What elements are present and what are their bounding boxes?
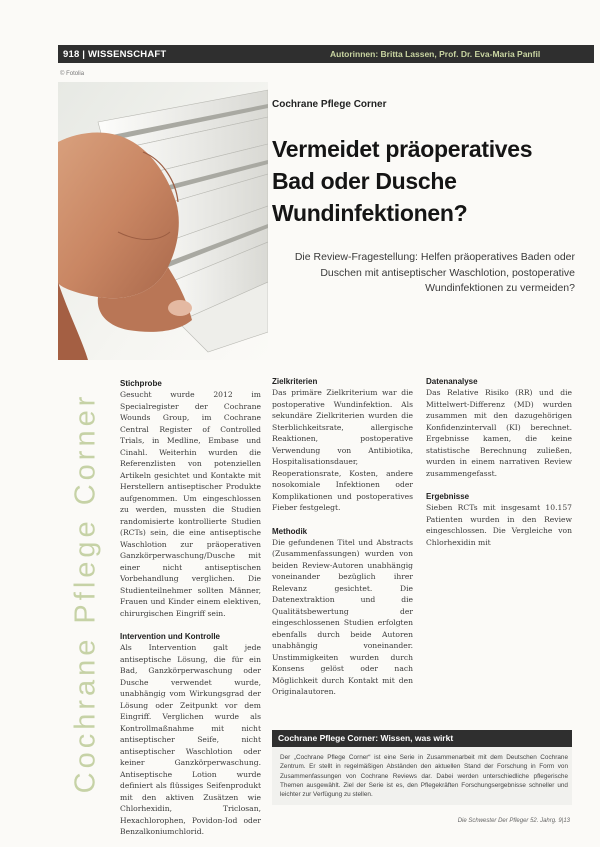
- text-zielkriterien: Das primäre Zielkriterium war die postoperative Wundinfektion. Als sekundäre Zielkriterien wurden die Sterblichkeitsrate, allergische Reaktionen, postoperative Verwendung von Antibiotika, Hospitalisationsdauer, Reoperationsrate, Kosten, andere nosokomiale Infektionen oder Komplikationen und postoperatives Fieber festgelegt.: [272, 388, 413, 512]
- header-bar: [58, 45, 594, 63]
- text-stichprobe: Gesucht wurde 2012 im Specialregister der Cochrane Wounds Group, im Cochrane Central Register of Controlled Trials, in Medline, Embase und Cinahl. Weiterhin wurden die Referenzlisten von potenziellen Artikeln gesichtet und Kontakte mit Herstellern antiseptischer Produkte aufgenommen. Um eingeschlossen zu werden, mussten die Studien randomisierte kontrollierte Studien (RCTs) sein, die eine antiseptische Waschlotion zur präoperativen Ganzkörperwaschung/Dusche mit einer nicht antiseptischen Vorbehandlung verglichen. Die Studienteilnehmer sollten Männer, Frauen und Kinder einem elektiven, chirurgischen Eingriff sein.: [120, 390, 261, 618]
- column-3: [426, 376, 572, 548]
- info-box-text: Der „Cochrane Pflege Corner“ ist eine Serie in Zusammenarbeit mit dem Deutschen Cochrane Zentrum. Er stellt in regelmäßigen Abständen den aktuellen Stand der Forschung in Form von Zusammenfassungen von Cochrane Reviews dar. Dabei werden unterschiedliche pflegerische Themen ausgewählt. Ziel der Serie ist es, den Pflegekräften Forschungsergebnisse schneller und leichter zur Verfügung zu stellen.: [272, 747, 572, 805]
- heading-methodik: Methodik: [272, 526, 308, 536]
- authors-line: Autorinnen: Britta Lassen, Prof. Dr. Eva-Maria Panfil: [330, 49, 541, 59]
- heading-ergebnisse: Ergebnisse: [426, 492, 470, 501]
- text-datenanalyse: Das Relative Risiko (RR) und die Mittelwert-Differenz (MD) wurden zusammen mit den dazugehörigen Konfidenzintervall (KI) berechnet. Ergebnisse kamen, die keine statistische Berechnung zuließen, wurden in einem narrativen Review zusammengefasst.: [426, 388, 572, 478]
- heading-intervention: Intervention und Kontrolle: [120, 632, 220, 641]
- page-section: 918 | WISSENSCHAFT: [63, 48, 167, 60]
- headline: Vermeidet präoperatives Bad oder Dusche Wundinfektionen?: [272, 136, 533, 226]
- hand-with-papers-photo: [58, 82, 268, 360]
- text-intervention: Als Intervention galt jede antiseptische Lösung, die für ein Bad, Ganzkörperwaschung oder Dusche verwendet wurde, unabhängig vom Wirkungsgrad der Lösung oder Zeitpunkt vor dem Eingriff. Verglichen wurde als Kontrollmaßnahme mit nicht antiseptischer Seife, nicht antiseptischer Waschlotion oder keiner Ganzkörperwaschung. Antiseptische Lotion wurde definiert als flüssiges Seifenprodukt mit den aktiven Zusätzen wie Chlorhexidin, Triclosan, Hexachlorophen, Povidon-Iod oder Benzalkoniumchlorid.: [120, 643, 261, 836]
- column-1: [120, 378, 261, 838]
- info-box: [272, 730, 572, 805]
- text-ergebnisse: Sieben RCTs mit insgesamt 10.157 Patienten wurden in den Review eingeschlossen. Die Vergleiche von Chlorhexidin mit: [426, 503, 572, 547]
- column-2: [272, 376, 413, 698]
- vertical-label-text: Cochrane Pflege Corner: [69, 392, 101, 794]
- standfirst: Die Review-Fragestellung: Helfen präoperatives Baden oder Duschen mit antiseptischer Waschlotion, postoperative Wundinfektionen zu vermeiden?: [294, 251, 575, 294]
- photo-credit: © Fotolia: [60, 71, 85, 77]
- vertical-series-label: [58, 370, 113, 816]
- heading-datenanalyse: Datenanalyse: [426, 377, 478, 386]
- heading-stichprobe: Stichprobe: [120, 379, 162, 388]
- footer-citation: Die Schwester Der Pfleger 52. Jahrg. 9|13: [457, 818, 570, 824]
- kicker: Cochrane Pflege Corner: [272, 99, 387, 110]
- info-box-title: Cochrane Pflege Corner: Wissen, was wirkt: [272, 730, 572, 747]
- text-methodik: Die gefundenen Titel und Abstracts (Zusammenfassungen) wurden von beiden Review-Autoren unabhängig voneinander bezüglich ihrer Relevanz gesichtet. Die Datenextraktion und die Qualitätsbewertung der eingeschlossenen Studien erfolgten ebenfalls durch beide Autoren unabhängig voneinander. Unstimmigkeiten wurden durch Konsens gelöst oder nach Möglichkeit durch Kontakt mit den Originalautoren.: [272, 537, 413, 696]
- heading-zielkriterien: Zielkriterien: [272, 377, 318, 386]
